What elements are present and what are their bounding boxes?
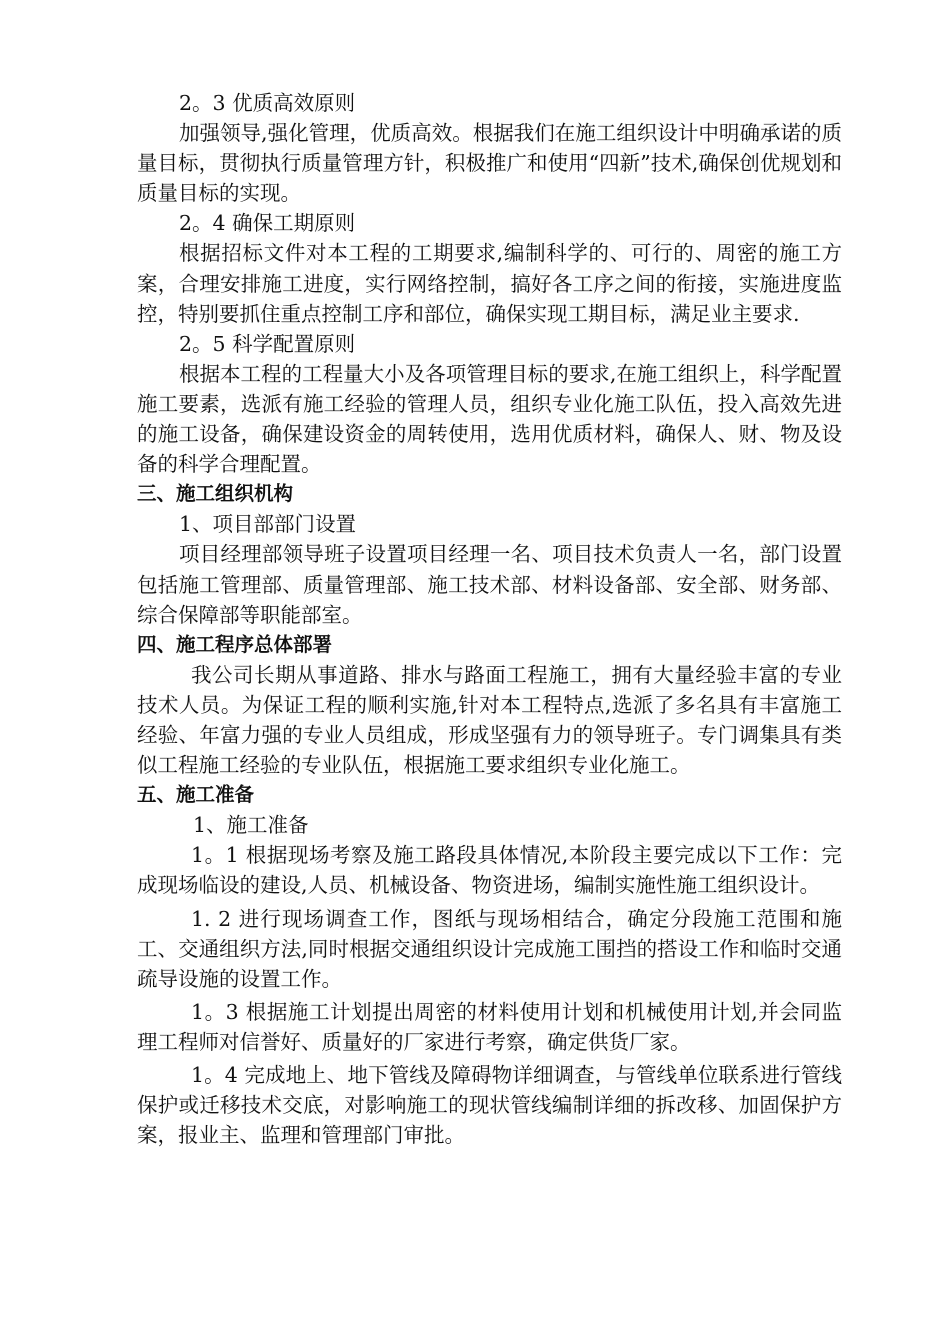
subsection-title: 2。4 确保工期原则 (179, 211, 356, 236)
paragraph: 1. 2 进行现场调查工作，图纸与现场相结合，确定分段施工范围和施工、交通组织方法,同时根据交通组织设计完成施工围挡的搭设工作和临时交通疏导设施的设置工作。 (137, 906, 842, 991)
subsection-title: 2。3 优质高效原则 (179, 91, 356, 115)
paragraph: 1。3 根据施工计划提出周密的材料使用计划和机械使用计划,并会同监理工程师对信誉好、质量好的厂家进行考察，确定供货厂家。 (137, 999, 842, 1054)
subsection-title: 1、施工准备 (193, 813, 309, 838)
subsection-title: 2。5 科学配置原则 (179, 331, 356, 356)
paragraph: 1。1 根据现场考察及施工路段具体情况,本阶段主要完成以下工作：完成现场临设的建设,人员、机械设备、物资进场，编制实施性施工组织设计。 (137, 843, 842, 898)
paragraph: 根据招标文件对本工程的工期要求,编制科学的、可行的、周密的施工方案，合理安排施工进度，实行网络控制，搞好各工序之间的衔接，实施进度监控，特别要抓住重点控制工序和部位，确保实现工期目标，满足业主要求. (137, 241, 842, 326)
paragraph: 加强领导,强化管理，优质高效。根据我们在施工组织设计中明确承诺的质量目标，贯彻执行质量管理方针，积极推广和使用“四新”技术,确保创优规划和质量目标的实现。 (137, 121, 842, 206)
paragraph: 1。4 完成地上、地下管线及障碍物详细调查，与管线单位联系进行管线保护或迁移技术交底，对影响施工的现状管线编制详细的拆改移、加固保护方案，报业主、监理和管理部门审批。 (137, 1063, 842, 1148)
subsection-title: 1、项目部部门设置 (179, 512, 357, 537)
document-page (137, 88, 842, 1150)
paragraph: 我公司长期从事道路、排水与路面工程施工，拥有大量经验丰富的专业技术人员。为保证工程的顺利实施,针对本工程特点,选派了多名具有丰富施工经验、年富力强的专业人员组成，形成坚强有力的领导班子。专门调集具有类似工程施工经验的专业队伍，根据施工要求组织专业化施工。 (137, 662, 842, 778)
section-heading: 五、施工准备 (137, 783, 255, 807)
paragraph: 项目经理部领导班子设置项目经理一名、项目技术负责人一名，部门设置包括施工管理部、质量管理部、施工技术部、材料设备部、安全部、财务部、综合保障部等职能部室。 (137, 542, 842, 627)
section-heading: 三、施工组织机构 (137, 482, 294, 506)
paragraph: 根据本工程的工程量大小及各项管理目标的要求,在施工组织上，科学配置施工要素，选派有施工经验的管理人员，组织专业化施工队伍，投入高效先进的施工设备，确保建设资金的周转使用，选用优质材料，确保人、财、物及设备的科学合理配置。 (137, 361, 842, 477)
section-heading: 四、施工程序总体部署 (137, 632, 333, 656)
